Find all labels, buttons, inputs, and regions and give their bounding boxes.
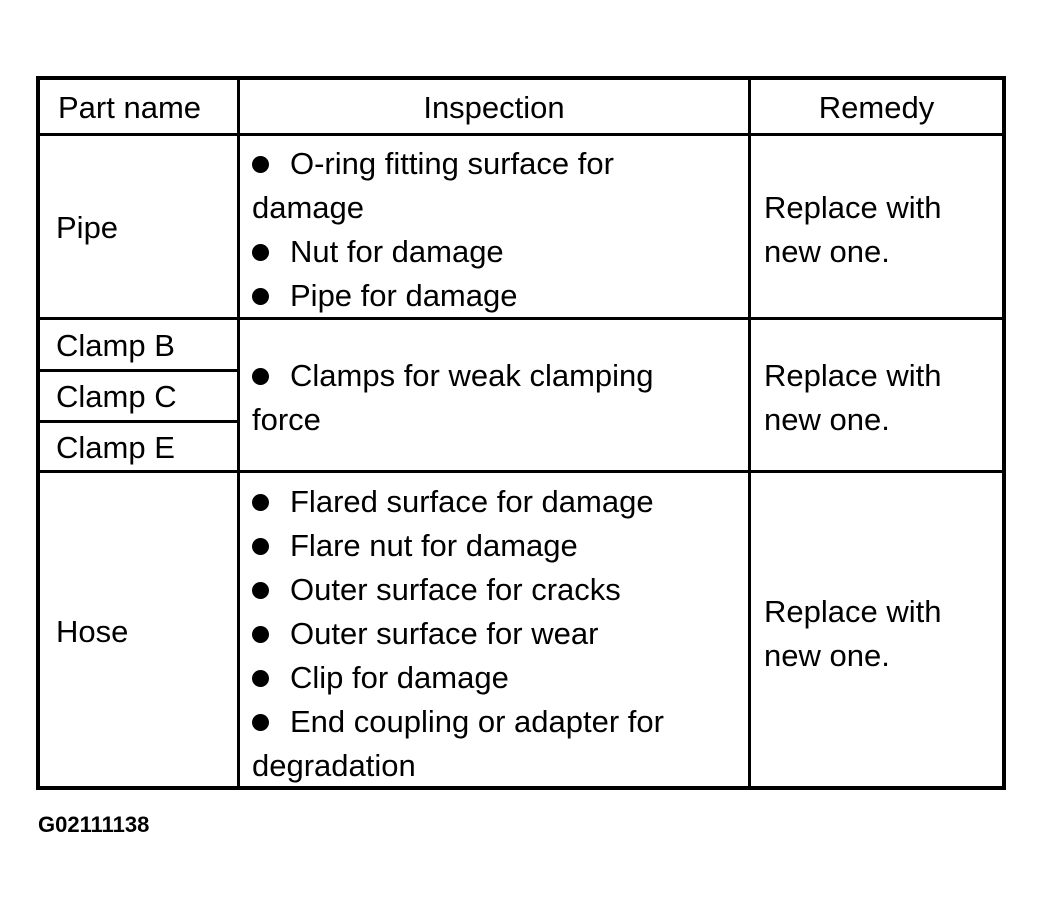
remedy-cell-pipe: Replace with new one. (764, 190, 942, 269)
bullet-icon (252, 714, 269, 731)
bullet-icon (252, 156, 269, 173)
row-divider (40, 470, 1002, 473)
column-divider (237, 80, 240, 786)
inspection-item: Flared surface for damage (252, 480, 664, 524)
inspection-cell-pipe (252, 142, 614, 318)
part-cell-clamp-e: Clamp E (56, 430, 175, 465)
bullet-icon (252, 626, 269, 643)
bullet-icon (252, 494, 269, 511)
inspection-item: Flare nut for damage (252, 524, 664, 568)
inspection-item-continued: force (252, 402, 321, 437)
part-cell-hose: Hose (56, 614, 129, 649)
inspection-item-continued: degradation (252, 748, 416, 783)
clamp-divider (40, 420, 240, 423)
bullet-icon (252, 670, 269, 687)
bullet-icon (252, 582, 269, 599)
header-part-name: Part name (58, 90, 202, 125)
header-remedy: Remedy (818, 90, 935, 125)
part-cell-clamp-b: Clamp B (56, 328, 175, 363)
inspection-item-continued: damage (252, 190, 365, 225)
remedy-cell-clamps: Replace with new one. (764, 358, 942, 437)
clamp-divider (40, 369, 240, 372)
inspection-item: Outer surface for cracks (252, 568, 664, 612)
inspection-item: Pipe for damage (252, 274, 614, 318)
inspection-item: Clip for damage (252, 656, 664, 700)
header-divider (40, 133, 1002, 136)
figure-code: G02111138 (38, 812, 150, 837)
bullet-icon (252, 244, 269, 261)
bullet-icon (252, 368, 269, 385)
inspection-item: End coupling or adapter for (252, 700, 664, 744)
bullet-icon (252, 538, 269, 555)
header-inspection: Inspection (423, 90, 565, 125)
inspection-item: Nut for damage (252, 230, 614, 274)
part-cell-clamp-c: Clamp C (56, 379, 177, 414)
inspection-item: Outer surface for wear (252, 612, 664, 656)
bullet-icon (252, 288, 269, 305)
part-cell-pipe: Pipe (56, 210, 119, 245)
inspection-cell-hose (252, 480, 664, 788)
inspection-table (36, 76, 1006, 790)
inspection-cell-clamps (252, 354, 654, 442)
remedy-cell-hose: Replace with new one. (764, 594, 942, 673)
inspection-item: Clamps for weak clamping (252, 354, 654, 398)
inspection-item: O-ring fitting surface for (252, 142, 614, 186)
column-divider (748, 80, 751, 786)
